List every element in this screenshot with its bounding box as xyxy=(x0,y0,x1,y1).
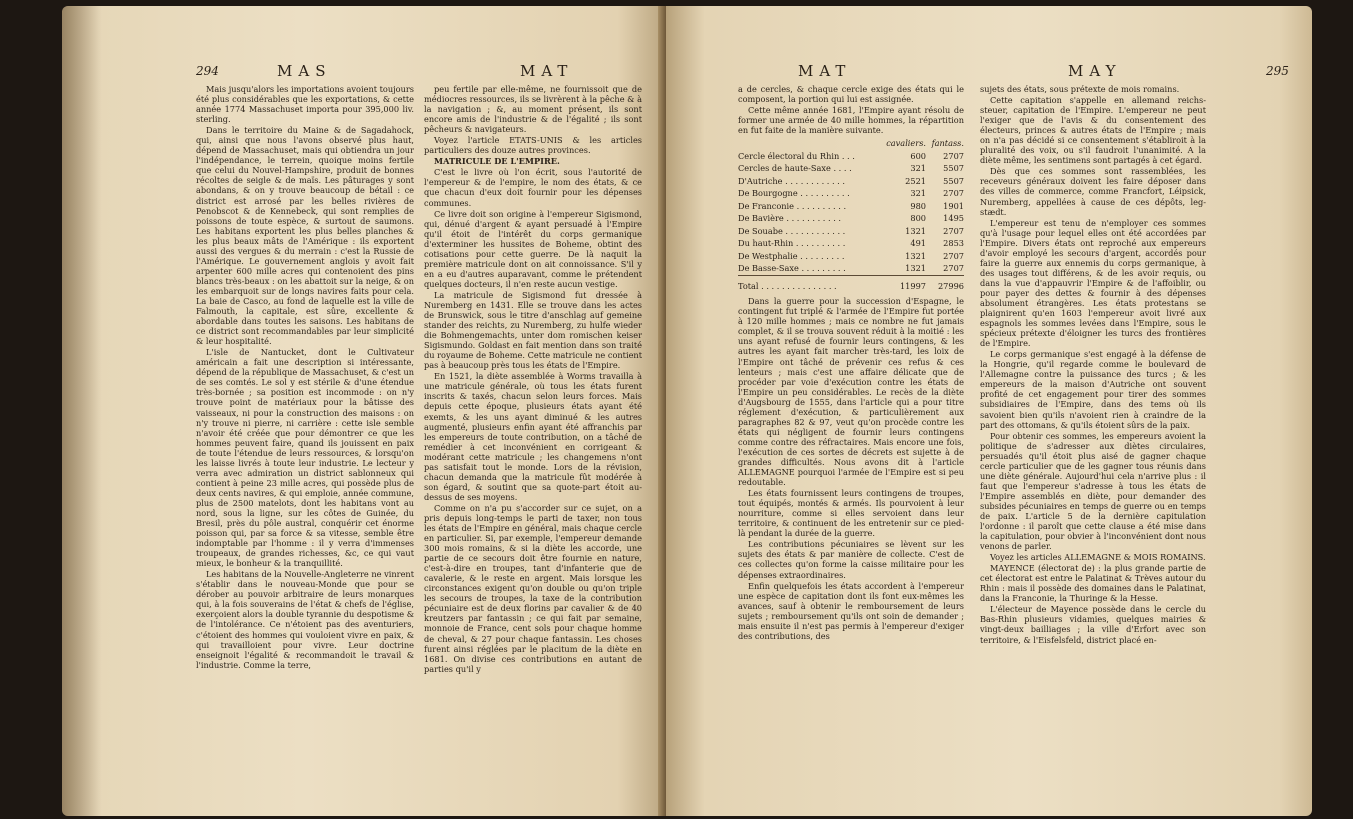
row-label: De Basse-Saxe . . . . . . . . . xyxy=(738,263,846,274)
paragraph: Dès que ces sommes sont rassemblées, les receveurs généraux doivent les faire déposer dans des villes de commerce, comme Francfort, Léipsick, Nuremberg, appellées à cause de ces dépôts, leg-stædt. xyxy=(980,166,1206,217)
table-row xyxy=(738,175,964,188)
section-heading: MATRICULE DE L'EMPIRE. xyxy=(434,156,560,167)
row-cav: 2521 xyxy=(905,175,926,186)
total-label: Total . . . . . . . . . . . . . . . xyxy=(738,275,886,292)
paragraph: Les états fournissent leurs contingens de troupes, tout équipés, montés & armés. Ils pourvoient à leur nourriture, comme si elles servoient dans leur territoire, & continuent de les entretenir sur ce pied-là pendant la durée de la guerre. xyxy=(738,488,964,539)
paragraph: Mais jusqu'alors les importations avoient toujours été plus considérables que les exportations, & cette année 1774 Massachuset importa pour 395,000 liv. sterling. xyxy=(196,84,414,125)
paragraph: Voyez l'article ETATS-UNIS & les articles particuliers des douze autres provinces. xyxy=(424,135,642,156)
paragraph: C'est le livre où l'on écrit, sous l'autorité de l'empereur & de l'empire, le nom des états, & ce que chacun d'eux doit fournir pour les dépenses communes. xyxy=(424,167,642,208)
row-cav: 321 xyxy=(910,163,926,174)
paragraph: Les habitans de la Nouvelle-Angleterre ne vinrent s'établir dans le nouveau-Monde que pour se dérober au pouvoir arbitraire de leurs monarques qui, à la fois souverains de l'état & chefs de l'église, exerçoient alors la double tyrannie du despotisme & de l'intolérance. Ce n'étoient pas des aventuriers, c'étoient des hommes qui vouloient vivre en paix, & qui travailloient pour vivre. Leur doctrine enseignoit l'égalité & recommandoit le travail & l'industrie. Comme la terre, xyxy=(196,569,414,670)
paragraph: Pour obtenir ces sommes, les empereurs avoient la politique de s'adresser aux diètes circulaires, persuadés qu'il étoit plus aisé de gagner chaque cercle particulier que de les gagner tous réunis dans une diète générale. Aujourd'hui cela n'arrive plus : il faut que l'empereur s'adresse à tous les états de l'Empire assemblés en diète, pour demander des subsides pécuniaires en temps de guerre ou en temps de paix. L'article 5 de la dernière capitulation l'ordonne : il paroît que cette clause a été mise dans la capitulation, pour obvier à l'inconvénient dont nous venons de parler. xyxy=(980,430,1206,552)
row-label: De Bavière . . . . . . . . . . . xyxy=(738,213,842,224)
paragraph: sujets des états, sous prétexte de mois romains. xyxy=(980,84,1180,94)
row-fan: 2707 xyxy=(943,263,964,274)
row-fan: 2707 xyxy=(943,250,964,261)
table-row xyxy=(738,150,964,163)
paragraph: Comme on n'a pu s'accorder sur ce sujet, on a pris depuis long-temps le parti de taxer, non tous les états de l'Empire en général, mais chaque cercle en particulier. Si, par exemple, l'empereur demande 300 mois romains, & si la diète les accorde, une partie de ce secours doit être fournie en nature, c'est-à-dire en troupes, tant d'infanterie que de cavalerie, & le reste en argent. Mais lorsque les circonstances exigent qu'on double ou qu'on triple les secours de troupes, la taxe de la contribution pécuniaire est de deux florins par cavalier & de 40 kreutzers par fantassin ; ce qui fait par semaine, monnoie de France, cent sols pour chaque homme de cheval, & 27 pour chaque fantassin. Les choses furent ainsi réglées par le placitum de la diète en 1681. On divise ces contributions en autant de parties qu'il y xyxy=(424,502,642,674)
col-cavaliers: cavaliers. xyxy=(886,138,926,149)
right-page xyxy=(666,6,1312,816)
paragraph: Cette même année 1681, l'Empire ayant résolu de former une armée de 40 mille hommes, la répartition en fut faite de la manière suivante. xyxy=(738,105,964,136)
table-row xyxy=(738,250,964,263)
col-fantassins: fantass. xyxy=(931,138,964,149)
paragraph: Cette capitation s'appelle en allemand reichs-steuer, capitation de l'Empire. L'empereur ne peut l'exiger que de l'avis & du consentement des électeurs, princes & autres états de l'Empire ; mais on n'a pas décidé si ce consentement s'établiroit à la pluralité des voix, ou s'il faudroit l'unanimité. A la diète même, les sentimens sont partagés à cet égard. xyxy=(980,95,1206,166)
row-label: De Bourgogne . . . . . . . . . . xyxy=(738,188,850,199)
paragraph: Les contributions pécuniaires se lèvent sur les sujets des états & par manière de collecte. C'est de ces collectes qu'on forme la caisse militaire pour les dépenses extraordinaires. xyxy=(738,539,964,580)
row-cav: 1321 xyxy=(905,225,926,236)
paragraph: L'empereur est tenu de n'employer ces sommes qu'à l'usage pour lequel elles ont été accordées par l'Empire. Divers états ont reproché aux empereurs d'avoir employé les secours d'argent, accordés pour faire la guerre aux ennemis du corps germanique, à des usages tout différens, & de les avoir requis, ou dans la vue d'appauvrir l'Empire & de l'affoiblir, ou pour payer des dettes & fournir à des dépenses absolument étrangères. Les états protestans se plaignirent qu'en 1603 l'empereur avoit livré aux espagnols les sommes levées dans l'Empire, sous le spécieux prétexte d'éloigner les turcs des frontières de l'Empire. xyxy=(980,217,1206,349)
paragraph: Le corps germanique s'est engagé à la défense de la Hongrie, qu'il regarde comme le boulevard de l'Allemagne contre la puissance des turcs ; & les empereurs de la maison d'Autriche ont souvent profité de cet engagement pour tirer des sommes subsidiaires de l'Empire, dans des tems où ils savoient bien qu'ils n'avoient rien à craindre de la part des ottomans, & qu'ils étoient sûrs de la paix. xyxy=(980,349,1206,430)
row-cav: 491 xyxy=(910,238,926,249)
row-cav: 800 xyxy=(910,213,926,224)
row-cav: 321 xyxy=(910,188,926,199)
right-column-1 xyxy=(738,84,964,806)
row-label: Cercle électoral du Rhin . . . xyxy=(738,150,855,161)
row-cav: 1321 xyxy=(905,250,926,261)
paragraph: En 1521, la diète assemblée à Worms travailla à une matricule générale, où tous les états furent inscrits & taxés, chacun selon leurs forces. Mais depuis cette époque, plusieurs états ayant été exemts, & les uns ayant diminué & les autres augmenté, plusieurs enfin ayant été affranchis par les empereurs de toute contribution, on a tâché de remédier à cet inconvénient en corrigeant & modérant cette matricule ; les changemens n'ont pas satisfait tout le monde. Lors de la révision, chacun demanda que la matricule fût modérée à son égard, & soutint que sa quote-part étoit au-dessus de ses moyens. xyxy=(424,371,642,502)
left-column-1 xyxy=(196,84,414,806)
paragraph: Dans le territoire du Maine & de Sagadahock, qui, ainsi que nous l'avons observé plus haut, dépend de Massachuset, mais qui obtiendra un jour l'indépendance, le terrein, quoique moins fertile que celui du Nouvel-Hampshire, produit de bonnes récoltes de seigle & de maïs. Les pâturages y sont abondans, & on y trouve beaucoup de bétail : ce district est arrosé par les belles rivières de Penobscot & de Kennebeck, qui sont remplies de poissons de toute espèce, & surtout de saumons. Les habitans exportent les plus belles planches & les plus beaux mâts de l'Amérique : ils exportent aussi des vergues & du merrain : c'est la Russie de l'Amérique. Le gouvernement anglois y avoit fait arpenter 600 mille acres qui contenoient des pins blancs très-beaux : on les abattoit sur la neige, & on les embarquoit sur de longs navires faits pour cela. La baie de Casco, au fond de laquelle est la ville de Falmouth, la capitale, est sûre, excellente & abordable dans toutes les saisons. Les habitans de ce district sont recommandables par leur simplicité & leur hospitalité. xyxy=(196,125,414,347)
row-label: Du haut-Rhin . . . . . . . . . . xyxy=(738,238,846,249)
row-cav: 1321 xyxy=(905,263,926,274)
paragraph: La matricule de Sigismond fut dressée à Nuremberg en 1431. Elle se trouve dans les actes de Brunswick, sous le titre d'anschlag auf gemeine stander des reichts, zu Nuremberg, zu hulfe wieder die Bohmengemachts, unter dom romischen keiser Sigismundo. Goldast en fait mention dans son traité du royaume de Boheme. Cette matricule ne contient pas à beaucoup près tous les états de l'Empire. xyxy=(424,289,642,371)
table-row xyxy=(738,225,964,238)
total-cav: 11997 xyxy=(886,275,926,292)
running-head-right-2: MAY xyxy=(1068,62,1122,80)
row-fan: 5507 xyxy=(943,163,964,174)
row-fan: 2707 xyxy=(943,188,964,199)
paragraph: peu fertile par elle-même, ne fournissoit que de médiocres ressources, ils se livrèrent à la pêche & à la navigation ; &, au moment présent, ils sont encore amis de l'industrie & de l'égalité ; ils sont pêcheurs & navigateurs. xyxy=(424,84,642,135)
row-fan: 1901 xyxy=(943,200,964,211)
row-cav: 600 xyxy=(910,150,926,161)
table-row xyxy=(738,162,964,175)
paragraph: a de cercles, & chaque cercle exige des états qui le composent, la portion qui lui est assignée. xyxy=(738,84,964,105)
table-row xyxy=(738,212,964,225)
table-row xyxy=(738,187,964,200)
paragraph: L'électeur de Mayence possède dans le cercle du Bas-Rhin plusieurs vidamies, quelques mairies & vingt-deux bailliages ; la ville d'Erfort avec son territoire, & l'Eisfelsfeld, district placé en- xyxy=(980,604,1206,645)
table-row xyxy=(738,200,964,213)
paragraph: Voyez les articles ALLEMAGNE & MOIS ROMAINS. xyxy=(990,552,1206,563)
table-row xyxy=(738,262,964,275)
running-head-right-1: MAT xyxy=(798,62,852,80)
paragraph: Dans la guerre pour la succession d'Espagne, le contingent fut triplé & l'armée de l'Empire fut portée à 120 mille hommes ; mais ce nombre ne fut jamais complet, & il se trouva souvent réduit à la moitié : les uns ayant refusé de fournir leurs contingens, & les autres les ayant fait marcher très-tard, les loix de l'Empire ont tâché de prévenir ces refus & ces lenteurs ; mais c'est une affaire délicate que de procéder par voie d'exécution contre les états de l'Empire un peu considérables. Le recès de la diète d'Augsbourg de 1555, dans l'article qui a pour titre réglement d'exécution, & particulièrement aux paragraphes 82 & 97, veut qu'on procède contre les états qui négligent de fournir leurs contingens comme contre des réfractaires. Mais encore une fois, l'exécution de ces sortes de décrets est sujette à de grandes difficultés. Nous avons dit à l'article ALLEMAGNE pourquoi l'armée de l'Empire est si peu redoutable. xyxy=(738,296,964,488)
row-fan: 5507 xyxy=(943,175,964,186)
row-label: D'Autriche . . . . . . . . . . . . xyxy=(738,175,845,186)
row-label: Cercles de haute-Saxe . . . . xyxy=(738,163,852,174)
row-fan: 2707 xyxy=(943,225,964,236)
running-head-left-2: MAT xyxy=(520,62,574,80)
row-label: De Franconie . . . . . . . . . . xyxy=(738,200,847,211)
row-fan: 2707 xyxy=(943,150,964,161)
page-number-left: 294 xyxy=(196,64,219,78)
left-column-2 xyxy=(424,84,642,806)
running-head-left: MAS xyxy=(277,62,332,80)
paragraph: MAYENCE (électorat de) : la plus grande partie de cet électorat est entre le Palatinat & Trèves autour du Rhin : mais il possède des domaines dans le Palatinat, dans la Franconie, la Thuringe & la Hesse. xyxy=(980,563,1206,604)
paragraph: Ce livre doit son origine à l'empereur Sigismond, qui, dénué d'argent & ayant persuadé à l'Empire qu'il étoit de l'intérêt du corps germanique d'exterminer les hussites de Boheme, obtint des cotisations pour cette guerre. De là naquit la première matricule dont on ait connoissance. S'il y en a eu d'autres auparavant, comme le prétendent quelques docteurs, il n'en reste aucun vestige. xyxy=(424,208,642,289)
paragraph: L'isle de Nantucket, dont le Cultivateur américain a fait une description si intéressante, dépend de la république de Massachuset, & c'est un de ses comtés. Le sol y est stérile & d'une étendue très-bornée ; sa position est incommode : on n'y trouve point de matériaux pour la bâtisse des vaisseaux, ni pour la construction des maisons : on n'y trouve ni pierre, ni carrière : cette isle semble n'avoir été créée que pour démontrer ce que les hommes peuvent faire, quand ils jouissent en paix de toute l'étendue de leurs ressources, & lorsqu'on les laisse livrés à toute leur industrie. Le lecteur y verra avec admiration un district sablonneux qui contient à peine 23 mille acres, qui possède plus de deux cents navires, & qui emploie, année commune, plus de 2500 matelots, dont les habitans vont au nord, sous la ligne, sur les côtes de Guinée, du Bresil, près du pôle austral, conquérir cet énorme poisson qui, par sa force & sa vitesse, semble être indomptable par l'homme : il y verra d'immenses troupeaux, de grandes richesses, &c, ce qui vaut mieux, le bonheur & la tranquillité. xyxy=(196,347,414,569)
row-fan: 2853 xyxy=(943,238,964,249)
row-label: De Souabe . . . . . . . . . . . . xyxy=(738,225,846,236)
contingent-table xyxy=(738,137,964,292)
row-cav: 980 xyxy=(910,200,926,211)
total-fan: 27996 xyxy=(926,275,964,292)
right-column-2 xyxy=(980,84,1206,806)
table-row xyxy=(738,237,964,250)
open-book xyxy=(62,6,1312,816)
paragraph: Enfin quelquefois les états accordent à l'empereur une espèce de capitation dont ils font eux-mêmes les avances, sauf à obtenir le remboursement de leurs sujets ; remboursement qu'ils ont soin de demander ; mais ensuite il n'est pas permis à l'empereur d'exiger des contributions, des xyxy=(738,580,964,641)
table-header xyxy=(738,137,964,150)
left-page xyxy=(62,6,666,816)
row-fan: 1495 xyxy=(943,213,964,224)
page-number-right: 295 xyxy=(1266,64,1289,78)
table-total-row xyxy=(738,275,964,292)
row-label: De Westphalie . . . . . . . . . xyxy=(738,250,845,261)
page-edge-shadow xyxy=(62,6,102,816)
